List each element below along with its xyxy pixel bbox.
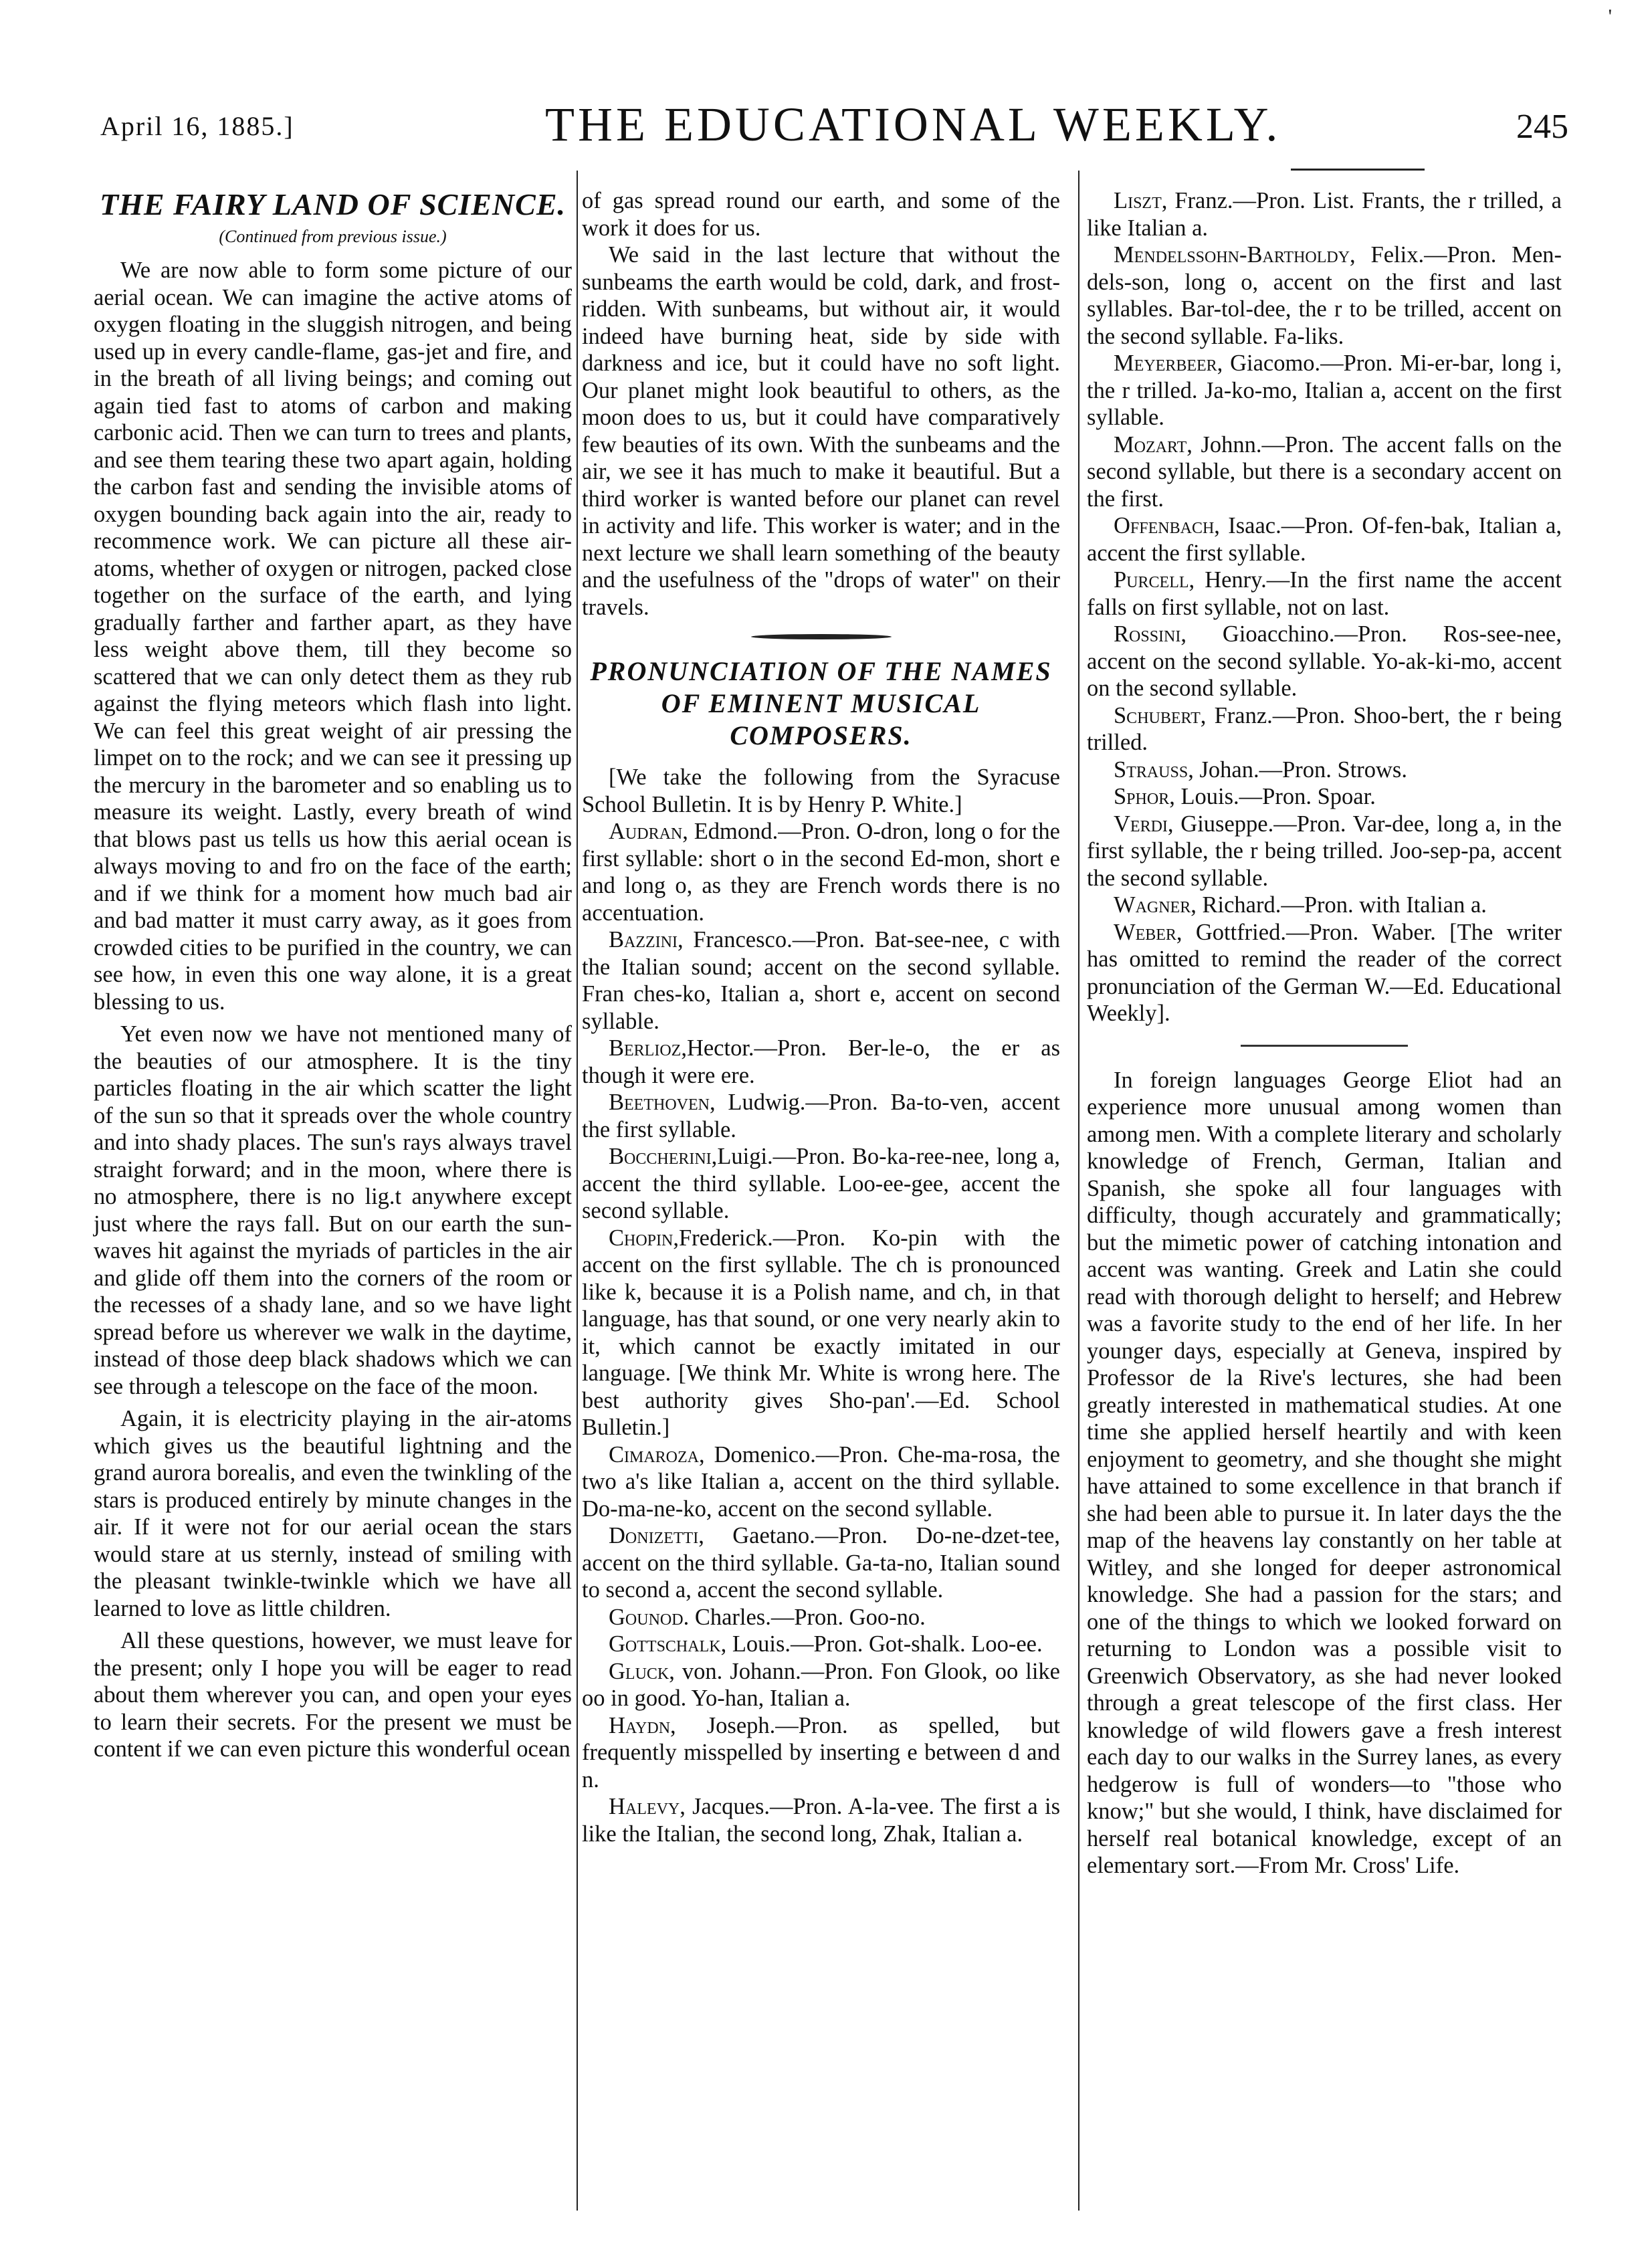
article-continued-note: (Continued from previous issue.) bbox=[219, 227, 447, 246]
composer-pronunciation: Francesco.—Pron. Bat-see-nee, c with the Italian sound; accent on the second syllable. Fran ches-ko, Italian a, short e, accent on second syllable. bbox=[582, 927, 1060, 1034]
composer-entry bbox=[1087, 621, 1562, 702]
section-separator-rule bbox=[1241, 1045, 1408, 1047]
composer-entry bbox=[1087, 811, 1562, 892]
publication-title: THE EDUCATIONAL WEEKLY. bbox=[545, 98, 1281, 151]
composer-pronunciation: Johnn.—Pron. The accent falls on the second syllable, but there is a secondary accent on the first. bbox=[1087, 431, 1562, 512]
composer-pronunciation: Franz.—Pron. List. Frants, the r trilled, a like Italian a. bbox=[1087, 188, 1562, 241]
composer-entry bbox=[582, 1604, 1060, 1631]
composer-entry bbox=[1087, 783, 1562, 811]
composer-name: Gounod. bbox=[609, 1604, 690, 1630]
composer-name: Verdi, bbox=[1114, 811, 1174, 837]
composer-entry bbox=[1087, 512, 1562, 567]
column-left bbox=[94, 187, 572, 1763]
pronunciation-intro: [We take the following from the Syracuse School Bulletin. It is by Henry P. White.] bbox=[582, 764, 1060, 817]
composer-pronunciation: Edmond.—Pron. O-dron, long o for the first syllable: short o in the second Ed-mon, short e and long o, as they are French words there is no accentuation. bbox=[582, 819, 1060, 926]
george-eliot-paragraph: In foreign languages George Eliot had an experience more unusual among women than among men. With a complete literary and scholarly knowledge of French, German, Italian and Spanish, she spoke all four languages with difficulty, though accurately and grammatically; but the mimetic power of catching intonation and accent was wanting. Greek and Latin she could read with thorough delight to herself; and Hebrew was a favorite study to the end of her life. In her younger days, especially at Geneva, inspired by Professor de la Rive's lectures, she had been greatly interested in mathematical studies. At one time she applied herself heartily and with keen enjoyment to geometry, and she thought she might have attained to some excellence in that branch if she had been able to pursue it. In later days the the map of the heavens lay constantly on her table at Witley, and she longed for deeper astronomical knowledge. She had a passion for the stars; and one of the things to which we looked forward on returning to London was a possible visit to Greenwich Observatory, as she had never looked through a great telescope of the first class. Her knowledge of wild flowers gave a fresh interest each day to our walks in the Surrey lanes, as every hedgerow is full of wonders—to "those who know;" but she would, I think, have disclaimed for herself real botanical knowledge, except of an elementary sort.—From Mr. Cross' Life. bbox=[1087, 1067, 1562, 1878]
fairy-land-paragraph: Again, it is electricity playing in the air-atoms which gives us the beautiful lightning and the grand aurora borealis, and even the twinkling of the stars is produced entirely by minute changes in the air. If it were not for our aerial ocean the stars would stare at us sternly, instead of smiling with the pleasant twinkle-twinkle which we have all learned to love as little children. bbox=[94, 1406, 572, 1621]
composer-name: Chopin, bbox=[609, 1225, 679, 1251]
composer-name: Weber, bbox=[1114, 919, 1182, 945]
composer-name: Strauss, bbox=[1114, 756, 1194, 783]
composer-entry bbox=[1087, 567, 1562, 621]
column-divider-left bbox=[577, 171, 578, 2211]
composer-name: Wagner, bbox=[1114, 892, 1197, 918]
composer-entry bbox=[582, 1712, 1060, 1794]
composer-pronunciation: Giacomo.—Pron. Mi-er-bar, long i, the r trilled. Ja-ko-mo, Italian a, accent on the first syllable. bbox=[1087, 350, 1562, 430]
composer-entry bbox=[1087, 702, 1562, 756]
composer-pronunciation: Jacques.—Pron. A-la-vee. The first a is like the Italian, the second long, Zhak, Italian a. bbox=[582, 1794, 1060, 1847]
corner-mark: ' bbox=[1608, 5, 1612, 27]
column-divider-right bbox=[1078, 171, 1079, 2211]
composer-entry bbox=[1087, 187, 1562, 241]
composer-pronunciation: Isaac.—Pron. Of-fen-bak, Italian a, accent the first syllable. bbox=[1087, 513, 1562, 566]
fairy-land-paragraph-continued: of gas spread round our earth, and some of the work it does for us. bbox=[582, 188, 1060, 241]
composer-entry bbox=[582, 818, 1060, 926]
fairy-land-paragraph: We are now able to form some picture of our aerial ocean. We can imagine the active atoms of oxygen floating in the sluggish nitrogen, and being used up in every candle-flame, gas-jet and fire, and in the breath of all living beings; and coming out again tied fast to atoms of carbon and making carbonic acid. Then we can turn to trees and plants, and see them tearing these two apart again, holding the carbon fast and sending the invisible atoms of oxygen bounding back again into the air, ready to recommence work. We can picture all these air-atoms, whether of oxygen or nitrogen, packed close together on the surface of the earth, and lying gradually farther and farther apart, as they have less weight above them, till they become so scattered that we can only detect them as they rub against the flying meteors which flash into light. We can feel this great weight of air pressing the limpet on to the rock; and we can see it pressing up the mercury in the barometer and so enabling us to measure its weight. Lastly, every breath of wind that blows past us tells us how this aerial ocean is always moving to and fro on the face of the earth; and if we think for a moment how much bad air and bad matter it must carry away, as it goes from crowded cities to be purified in the country, we can see how, in even this one way alone, it is a great blessing to us. bbox=[94, 258, 572, 1015]
issue-date: April 16, 1885.] bbox=[100, 111, 294, 141]
composer-name: Sphor, bbox=[1114, 784, 1175, 809]
composer-pronunciation: Felix.—Pron. Men-dels-son, long o, accent on the first and last syllables. Bar-tol-dee, the r to be trilled, accent on the second syllable. Fa-liks. bbox=[1087, 242, 1562, 349]
composer-name: Audran, bbox=[609, 819, 688, 844]
composer-name: Haydn, bbox=[609, 1712, 676, 1738]
composer-pronunciation: Luigi.—Pron. Bo-ka-ree-nee, long a, accent the third syllable. Loo-ee-gee, accent the second syllable. bbox=[582, 1144, 1060, 1223]
fairy-land-paragraph: All these questions, however, we must leave for the present; only I hope you will be eager to read about them wherever you can, and open your eyes to learn their secrets. For the present we must be content if we can even picture this wonderful ocean bbox=[94, 1628, 572, 1762]
composer-name: Beethoven, bbox=[609, 1090, 716, 1115]
composer-name: Purcell, bbox=[1114, 567, 1195, 593]
composer-entry bbox=[582, 1225, 1060, 1441]
composer-entry bbox=[1087, 892, 1562, 919]
composer-entry bbox=[582, 1035, 1060, 1089]
composer-name: Donizetti, bbox=[609, 1523, 704, 1548]
column-right bbox=[1087, 187, 1562, 1879]
composer-pronunciation: Charles.—Pron. Goo-no. bbox=[689, 1604, 926, 1630]
composer-pronunciation: Gaetano.—Pron. Do-ne-dzet-tee, accent on the third syllable. Ga-ta-no, Italian sound to second a, accent the second syllable. bbox=[582, 1523, 1060, 1603]
composer-entry bbox=[582, 1631, 1060, 1658]
composer-name: Schubert, bbox=[1114, 702, 1207, 728]
composer-name: Bazzini, bbox=[609, 927, 684, 952]
composer-pronunciation: Domenico.—Pron. Che-ma-rosa, the two a's like Italian a, accent on the third syllable. Do-ma-ne-ko, accent on the second syllable. bbox=[582, 1441, 1060, 1522]
composer-pronunciation: Franz.—Pron. Shoo-bert, the r being trilled. bbox=[1087, 702, 1562, 755]
fairy-land-paragraph: Yet even now we have not mentioned many of the beauties of our atmosphere. It is the tiny particles floating in the air which scatter the light of the sun so that it spreads over the whole country and into shady places. The sun's rays always travel straight forward; and in the moon, where there is no atmosphere, there is no lig.t anywhere except just where the rays fall. But on our earth the sun-waves hit against the myriads of particles in the air and glide off them into the corners of the room or the recesses of a shady lane, and so we have light spread before us wherever we walk in the daytime, instead of those deep black shadows which we can see through a telescope on the face of the moon. bbox=[94, 1021, 572, 1399]
composer-name: Cimaroza, bbox=[609, 1441, 705, 1467]
composer-entry bbox=[1087, 919, 1562, 1027]
article-title-fairy-land: THE FAIRY LAND OF SCIENCE. bbox=[99, 187, 566, 221]
composer-name: Berlioz, bbox=[609, 1035, 687, 1061]
composer-entry-list bbox=[582, 818, 1060, 1847]
composer-entry bbox=[582, 1658, 1060, 1712]
composer-pronunciation: Frederick.—Pron. Ko-pin with the accent on the first syllable. The ch is pronounced like k, because it is a Polish name, and ch, in that language, has that sound, or one very nearly akin to it, which cannot be exactly imitated in our language. [We think Mr. White is wrong here. The best authority gives Sho-pan'.—Ed. School Bulletin.] bbox=[582, 1225, 1060, 1440]
composer-name: Meyerbeer, bbox=[1114, 350, 1223, 376]
composer-name: Rossini, bbox=[1114, 621, 1186, 647]
header-rule-fragment bbox=[1291, 169, 1425, 171]
composer-entry bbox=[582, 1793, 1060, 1847]
column-middle bbox=[582, 187, 1060, 1847]
article-title-pronunciation: PRONUNCIATION OF THE NAMES OF EMINENT MUSICAL COMPOSERS. bbox=[590, 656, 1052, 750]
composer-entry bbox=[582, 926, 1060, 1035]
composer-entry bbox=[1087, 431, 1562, 513]
composer-name: Gottschalk, bbox=[609, 1631, 727, 1657]
composer-entry bbox=[582, 1089, 1060, 1143]
composer-entry bbox=[582, 1522, 1060, 1604]
composer-pronunciation: von. Johann.—Pron. Fon Glook, oo like oo in good. Yo-han, Italian a. bbox=[582, 1658, 1060, 1711]
composer-pronunciation: Giuseppe.—Pron. Var-dee, long a, in the first syllable, the r being trilled. Joo-sep-pa, accent the second syllable. bbox=[1087, 811, 1562, 891]
composer-entry bbox=[1087, 350, 1562, 431]
composer-entry bbox=[1087, 756, 1562, 784]
page-header bbox=[0, 0, 1652, 161]
composer-name: Gluck, bbox=[609, 1658, 675, 1684]
composer-pronunciation: Hector.—Pron. Ber-le-o, the er as though it were ere. bbox=[582, 1035, 1060, 1088]
composer-pronunciation: Ludwig.—Pron. Ba-to-ven, accent the first syllable. bbox=[582, 1090, 1060, 1142]
section-separator-ornament bbox=[751, 634, 892, 639]
composer-pronunciation: Johan.—Pron. Strows. bbox=[1193, 756, 1407, 783]
composer-pronunciation: Gottfried.—Pron. Waber. [The writer has omitted to remind the reader of the correct pronunciation of the German W.—Ed. Educational Weekly]. bbox=[1087, 919, 1562, 1026]
composer-pronunciation: Louis.—Pron. Spoar. bbox=[1174, 784, 1376, 809]
fairy-land-paragraph: We said in the last lecture that without the sunbeams the earth would be cold, dark, and frost-ridden. With sunbeams, but without air, it would indeed have burning heat, side by side with darkness and ice, but it could have no soft light. Our planet might look beautiful to others, as the moon does to us, but it could have comparatively few beauties of its own. With the sunbeams and the air, we see it has much to make it beautiful. But a third worker is wanted before our planet can revel in activity and life. This worker is water; and in the next lecture we shall learn something of the beauty and the usefulness of the "drops of water" on their travels. bbox=[582, 242, 1060, 620]
composer-entry bbox=[582, 1143, 1060, 1225]
composer-pronunciation: Henry.—In the first name the accent falls on first syllable, not on last. bbox=[1087, 567, 1562, 620]
composer-name: Liszt, bbox=[1114, 188, 1168, 213]
composer-pronunciation: Louis.—Pron. Got-shalk. Loo-ee. bbox=[726, 1631, 1043, 1657]
composer-pronunciation: Joseph.—Pron. as spelled, but frequently misspelled by inserting e between d and n. bbox=[582, 1712, 1060, 1793]
composer-pronunciation: Gioacchino.—Pron. Ros-see-nee, accent on the second syllable. Yo-ak-ki-mo, accent on the second syllable. bbox=[1087, 621, 1562, 701]
composer-name: Boccherini, bbox=[609, 1144, 718, 1169]
composer-name: Mozart, bbox=[1114, 431, 1193, 457]
composer-name: Halevy, bbox=[609, 1794, 686, 1819]
composer-entry bbox=[582, 1441, 1060, 1523]
composer-name: Mendelssohn-Bartholdy, bbox=[1114, 242, 1356, 268]
composer-entry-list bbox=[1087, 187, 1562, 1027]
page-number: 245 bbox=[1516, 108, 1568, 146]
composer-pronunciation: Richard.—Pron. with Italian a. bbox=[1196, 892, 1487, 918]
composer-entry bbox=[1087, 241, 1562, 350]
composer-name: Offenbach, bbox=[1114, 513, 1220, 538]
